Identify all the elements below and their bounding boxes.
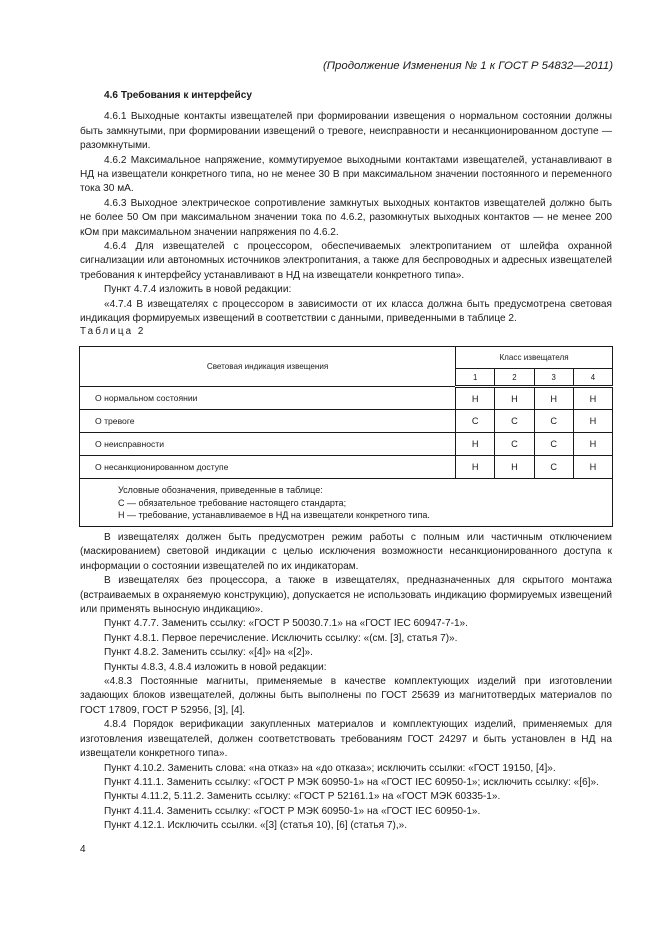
- header-class: Класс извещателя: [456, 347, 613, 369]
- page-number: 4: [80, 844, 86, 855]
- row-value: Н: [456, 456, 495, 479]
- paragraph: Пункт 4.8.2. Заменить ссылку: «[4]» на «[2]».: [104, 647, 313, 659]
- paragraph: Пункт 4.11.1. Заменить ссылку: «ГОСТ Р МЭК 60950-1» на «ГОСТ IEC 60950-1»; исключить ссылку: «[6]».: [104, 776, 599, 788]
- row-value: Н: [495, 387, 534, 410]
- paragraph: В извещателях должен быть предусмотрен режим работы с полным или частичным отключением (маскированием) световой индикации с целью исключения возможности несанкционированного доступа к информации о состоянии извещателей по их индикаторам.: [80, 532, 612, 572]
- paragraph: Пункты 4.8.3, 4.8.4 изложить в новой редакции:: [104, 661, 327, 673]
- row-value: Н: [573, 433, 612, 456]
- row-value: С: [534, 456, 573, 479]
- running-head: (Продолжение Изменения № 1 к ГОСТ Р 54832—2011): [322, 60, 613, 72]
- section-heading: 4.6 Требования к интерфейсу: [104, 90, 252, 101]
- paragraph: Пункт 4.12.1. Исключить ссылки. «[3] (статья 10), [6] (статья 7),».: [104, 820, 408, 832]
- row-label: О тревоге: [80, 410, 456, 433]
- paragraph: «4.8.3 Постоянные магниты, применяемые в качестве комплектующих изделий при изготовлении задающих блоков извещателей, должны быть выполнены по ГОСТ 25639 из магнитотвердых материалов по ГОСТ 17809, ГОСТ Р 52956, [3], [4].: [80, 676, 612, 716]
- row-value: Н: [456, 433, 495, 456]
- section-before-table: [80, 89, 612, 327]
- header-indication: Световая индикация извещения: [80, 347, 456, 387]
- row-value: Н: [495, 456, 534, 479]
- table-row: [80, 456, 613, 479]
- row-label: О неисправности: [80, 433, 456, 456]
- table-row: [80, 433, 613, 456]
- paragraph-4-6-4: 4.6.4 Для извещателей с процессором, обеспечиваемых электропитанием от шлейфа охранной сигнализации или автономных источников электропитания, а также для беспроводных и адресных извещателей требования к интерфейсу устанавливают в НД на извещатели конкретного типа».: [80, 241, 612, 281]
- paragraph-amend-4-7-4: Пункт 4.7.4 изложить в новой редакции:: [104, 284, 292, 296]
- row-label: О нормальном состоянии: [80, 387, 456, 410]
- row-value: С: [534, 410, 573, 433]
- paragraph: В извещателях без процессора, а также в извещателях, предназначенных для скрытого монтажа (встраиваемых в охраняемую конструкцию), допускается не использовать индикацию формируемых извещений или применять выносную индикацию».: [80, 575, 612, 616]
- row-value: С: [456, 410, 495, 433]
- note-line: Н — требование, устанавливаемое в НД на извещатели конкретного типа.: [118, 510, 430, 521]
- table-row: [80, 387, 613, 410]
- paragraph-4-6-1: 4.6.1 Выходные контакты извещателей при формировании извещения о нормальном состоянии должны быть замкнутыми, при формировании извещений о тревоге, неисправности и несанкционированном доступе — разомкнутыми.: [80, 111, 612, 152]
- paragraph: Пункты 4.11.2, 5.11.2. Заменить ссылку: «ГОСТ Р 52161.1» на «ГОСТ МЭК 60335-1».: [104, 791, 501, 803]
- row-value: Н: [573, 456, 612, 479]
- row-value: С: [534, 433, 573, 456]
- paragraph-4-6-2: 4.6.2 Максимальное напряжение, коммутируемое выходными контактами извещателей, устанавливают в НД на извещатели конкретного типа, но не менее 30 В при максимальном значении постоянного и переменного тока 30 мА.: [80, 154, 612, 195]
- row-value: Н: [534, 387, 573, 410]
- paragraph: Пункт 4.7.7. Заменить ссылку: «ГОСТ Р 50030.7.1» на «ГОСТ IEC 60947-7-1».: [104, 618, 468, 630]
- row-value: Н: [573, 410, 612, 433]
- table-notes: [80, 479, 613, 527]
- paragraph-4-7-4: «4.7.4 В извещателях с процессором в зависимости от их класса должна быть предусмотрена световая индикация формируемых извещений в соответствии с данными, приведенными в таблице 2.: [80, 298, 612, 325]
- row-value: Н: [456, 387, 495, 410]
- section-after-table: [80, 531, 612, 834]
- table-notes-row: [80, 479, 613, 527]
- class-number: 4: [573, 369, 612, 387]
- class-number: 2: [495, 369, 534, 387]
- note-line: С — обязательное требование настоящего стандарта;: [118, 497, 347, 508]
- table-row: [80, 410, 613, 433]
- class-number: 1: [456, 369, 495, 387]
- paragraph: Пункт 4.11.4. Заменить ссылку: «ГОСТ Р МЭК 60950-1» на «ГОСТ IEC 60950-1».: [104, 805, 481, 817]
- note-line: Условные обозначения, приведенные в таблице:: [118, 485, 323, 495]
- row-value: С: [495, 433, 534, 456]
- row-label: О несанкционированном доступе: [80, 456, 456, 479]
- row-value: С: [495, 410, 534, 433]
- table-caption: Таблица 2: [80, 326, 146, 337]
- indication-table: [79, 346, 613, 527]
- paragraph-4-6-3: 4.6.3 Выходное электрическое сопротивление замкнутых выходных контактов извещателей должно быть не более 50 Ом при максимальном значении тока по 4.6.2, разомкнутых выходных контактов — не менее 200 кОм при максимальном значении напряжения по 4.6.2.: [80, 197, 612, 238]
- row-value: Н: [573, 387, 612, 410]
- class-number: 3: [534, 369, 573, 387]
- paragraph: 4.8.4 Порядок верификации закупленных материалов и комплектующих изделий, применяемых для изготовления извещателей, должен соответствовать требованиям ГОСТ 24297 и быть установлен в НД на извещатели конкретного типа».: [80, 719, 612, 760]
- paragraph: Пункт 4.10.2. Заменить слова: «на отказ» на «до отказа»; исключить ссылки: «ГОСТ 19150, [4]».: [104, 762, 556, 774]
- paragraph: Пункт 4.8.1. Первое перечисление. Исключить ссылку: «(см. [3], статья 7)».: [104, 632, 458, 644]
